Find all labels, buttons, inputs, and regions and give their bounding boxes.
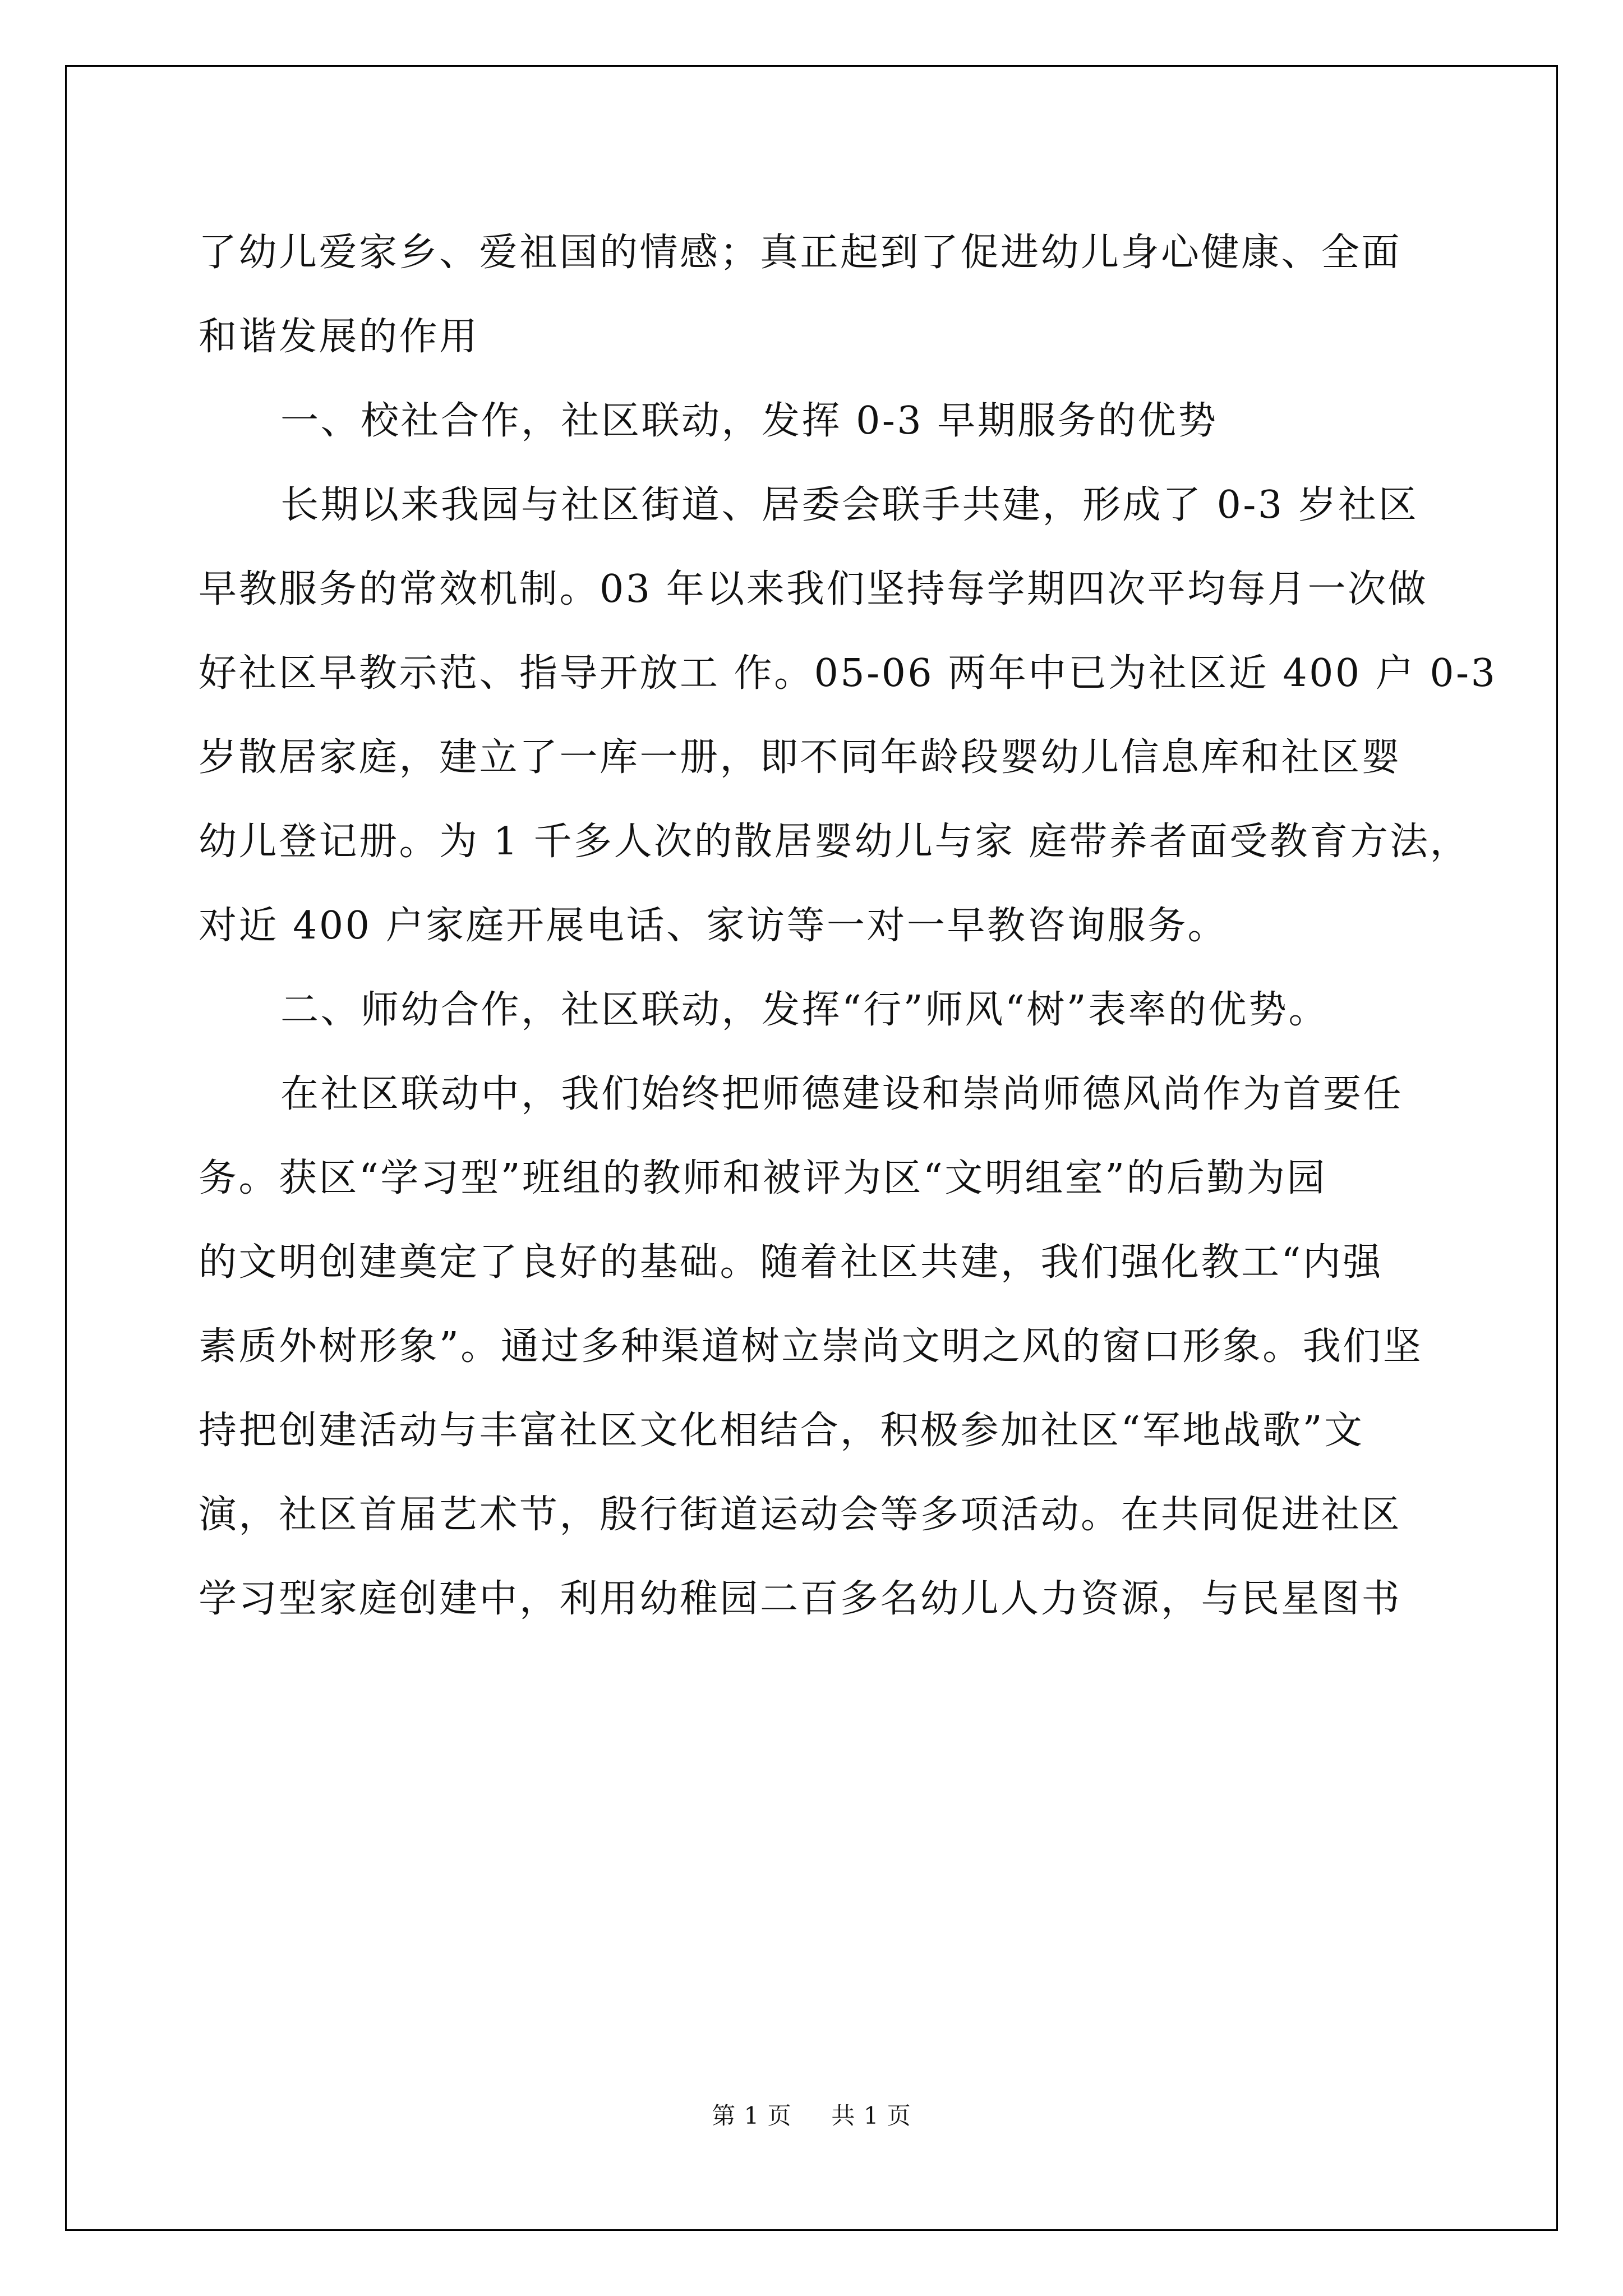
text-line: 幼儿登记册。为 1 千多人次的散居婴幼儿与家 庭带养者面受教育方法， — [199, 820, 1470, 864]
paragraph-first-line: 在社区联动中，我们始终把师德建设和崇尚师德风尚作为首要任 — [280, 1072, 1404, 1116]
text-line: 和谐发展的作用 — [199, 315, 479, 359]
page-footer — [0, 2097, 1623, 2131]
text-line: 好社区早教示范、指导开放工 作。05-06 两年中已为社区近 400 户 0-3 — [199, 651, 1497, 696]
text-line: 早教服务的常效机制。03 年以来我们坚持每学期四次平均每月一次做 — [199, 567, 1428, 611]
text-line: 的文明创建奠定了良好的基础。随着社区共建，我们强化教工“内强 — [199, 1240, 1383, 1285]
text-line: 对近 400 户家庭开展电话、家访等一对一早教咨询服务。 — [199, 904, 1228, 948]
paragraph-first-line: 长期以来我园与社区街道、居委会联手共建，形成了 0-3 岁社区 — [280, 483, 1419, 527]
text-line: 持把创建活动与丰富社区文化相结合，积极参加社区“军地战歌”文 — [199, 1409, 1364, 1453]
text-line: 素质外树形象”。通过多种渠道树立崇尚文明之风的窗口形象。我们坚 — [199, 1324, 1423, 1369]
text-line: 学习型家庭创建中，利用幼稚园二百多名幼儿人力资源，与民星图书 — [199, 1577, 1402, 1621]
text-line: 岁散居家庭，建立了一库一册，即不同年龄段婴幼儿信息库和社区婴 — [199, 735, 1402, 780]
section-heading: 二、师幼合作，社区联动，发挥“行”师风“树”表率的优势。 — [280, 988, 1329, 1032]
text-line: 了幼儿爱家乡、爱祖国的情感；真正起到了促进幼儿身心健康、全面 — [199, 231, 1402, 275]
text-line: 务。获区“学习型”班组的教师和被评为区“文明组室”的后勤为园 — [199, 1156, 1327, 1200]
page-number: 第 1 页 — [712, 2102, 792, 2129]
document-body — [199, 211, 1497, 1641]
section-heading: 一、校社合作，社区联动，发挥 0-3 早期服务的优势 — [280, 399, 1218, 443]
page-total: 共 1 页 — [831, 2102, 911, 2129]
text-line: 演，社区首届艺术节，殷行街道运动会等多项活动。在共同促进社区 — [199, 1493, 1402, 1537]
